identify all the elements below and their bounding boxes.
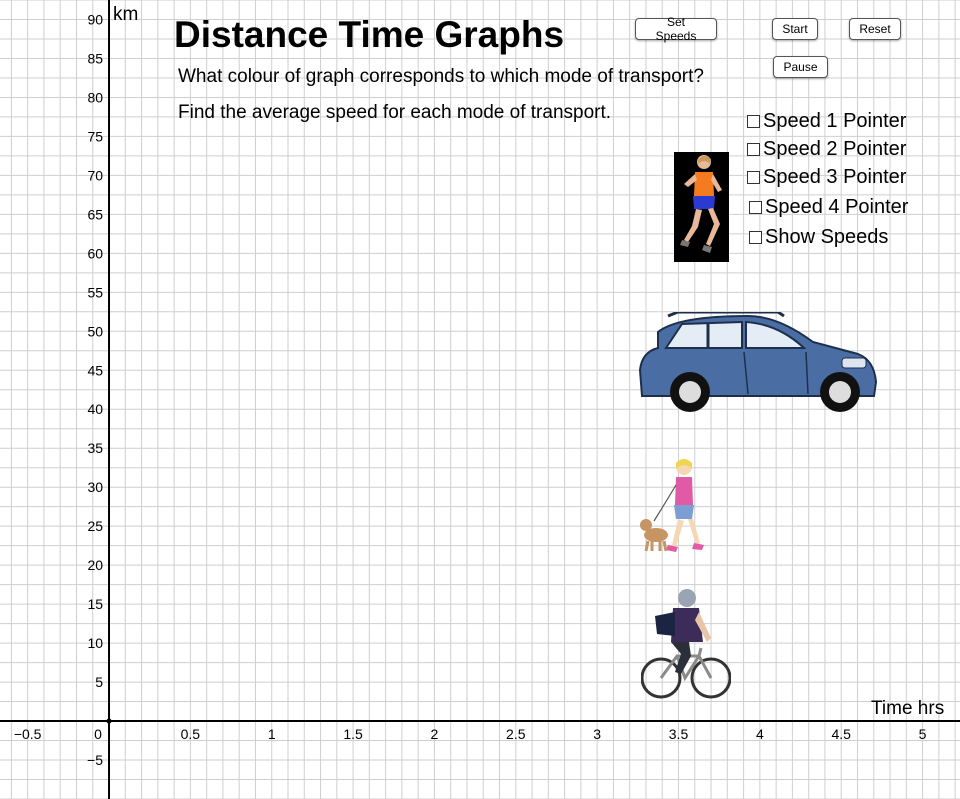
y-tick-label: 90	[87, 11, 104, 28]
runner-icon[interactable]	[674, 152, 729, 262]
x-tick-label: 3.5	[668, 726, 689, 743]
y-tick-label: 5	[95, 674, 104, 691]
pause-button[interactable]: Pause	[773, 56, 828, 78]
y-tick-label: 10	[87, 635, 104, 652]
y-tick-label: 40	[87, 401, 104, 418]
y-tick-label: −5	[87, 752, 104, 769]
question-colour: What colour of graph corresponds to which mode of transport?	[178, 66, 704, 87]
y-tick-label: 15	[87, 596, 104, 613]
y-tick-label: 80	[87, 89, 104, 106]
x-tick-label: 1	[267, 726, 276, 743]
x-tick-label: 4	[755, 726, 764, 743]
x-tick-label: 2.5	[506, 726, 526, 743]
y-tick-label: 65	[87, 206, 104, 223]
x-tick-labels	[14, 726, 927, 742]
x-axis-unit-label: Time hrs	[871, 698, 945, 719]
start-button[interactable]: Start	[772, 18, 818, 40]
y-tick-label: 85	[87, 50, 104, 67]
speed-4-pointer-checkbox[interactable]	[749, 195, 908, 219]
origin-point	[107, 719, 112, 724]
cyclist-icon[interactable]	[641, 586, 731, 704]
checkbox-icon[interactable]	[747, 115, 760, 128]
checkbox-icon[interactable]	[747, 171, 760, 184]
y-tick-label: 25	[87, 518, 104, 535]
x-tick-label: 3	[593, 726, 602, 743]
y-tick-label: 60	[87, 245, 104, 262]
page-title: Distance Time Graphs	[174, 14, 565, 55]
x-tick-label: 0	[94, 726, 102, 743]
y-tick-label: 30	[87, 479, 104, 496]
y-tick-label: 55	[87, 284, 104, 301]
checkbox-icon[interactable]	[749, 201, 762, 214]
set-speeds-button[interactable]: Set Speeds	[635, 18, 717, 40]
x-tick-label: 4.5	[831, 726, 851, 743]
y-tick-label: 20	[87, 557, 104, 574]
y-tick-label: 35	[87, 440, 104, 457]
checkbox-label: Speed 2 Pointer	[763, 138, 907, 160]
speed-3-pointer-checkbox[interactable]	[747, 165, 906, 189]
checkbox-label: Speed 3 Pointer	[763, 166, 907, 188]
y-tick-label: 70	[87, 167, 104, 184]
question-speed: Find the average speed for each mode of transport.	[178, 102, 612, 123]
x-tick-label: 5	[918, 726, 927, 743]
y-axis-unit-label: km	[113, 4, 139, 25]
y-tick-label: 50	[87, 323, 104, 340]
show-speeds-checkbox[interactable]	[749, 225, 888, 249]
checkbox-icon[interactable]	[749, 231, 762, 244]
y-tick-label: 75	[87, 128, 104, 145]
checkbox-label: Speed 4 Pointer	[765, 196, 909, 218]
x-tick-label: −0.5	[13, 726, 42, 743]
speed-2-pointer-checkbox[interactable]	[747, 137, 906, 161]
x-tick-label: 1.5	[343, 726, 363, 743]
walker-with-dog-icon[interactable]	[638, 455, 710, 558]
car-icon[interactable]	[638, 312, 878, 414]
checkbox-icon[interactable]	[747, 143, 760, 156]
checkbox-label: Speed 1 Pointer	[763, 110, 907, 132]
reset-button[interactable]: Reset	[849, 18, 901, 40]
checkbox-label: Show Speeds	[765, 226, 889, 248]
x-tick-label: 0.5	[180, 726, 201, 743]
y-tick-label: 45	[87, 362, 104, 379]
x-tick-label: 2	[430, 726, 439, 743]
speed-1-pointer-checkbox[interactable]	[747, 109, 906, 133]
